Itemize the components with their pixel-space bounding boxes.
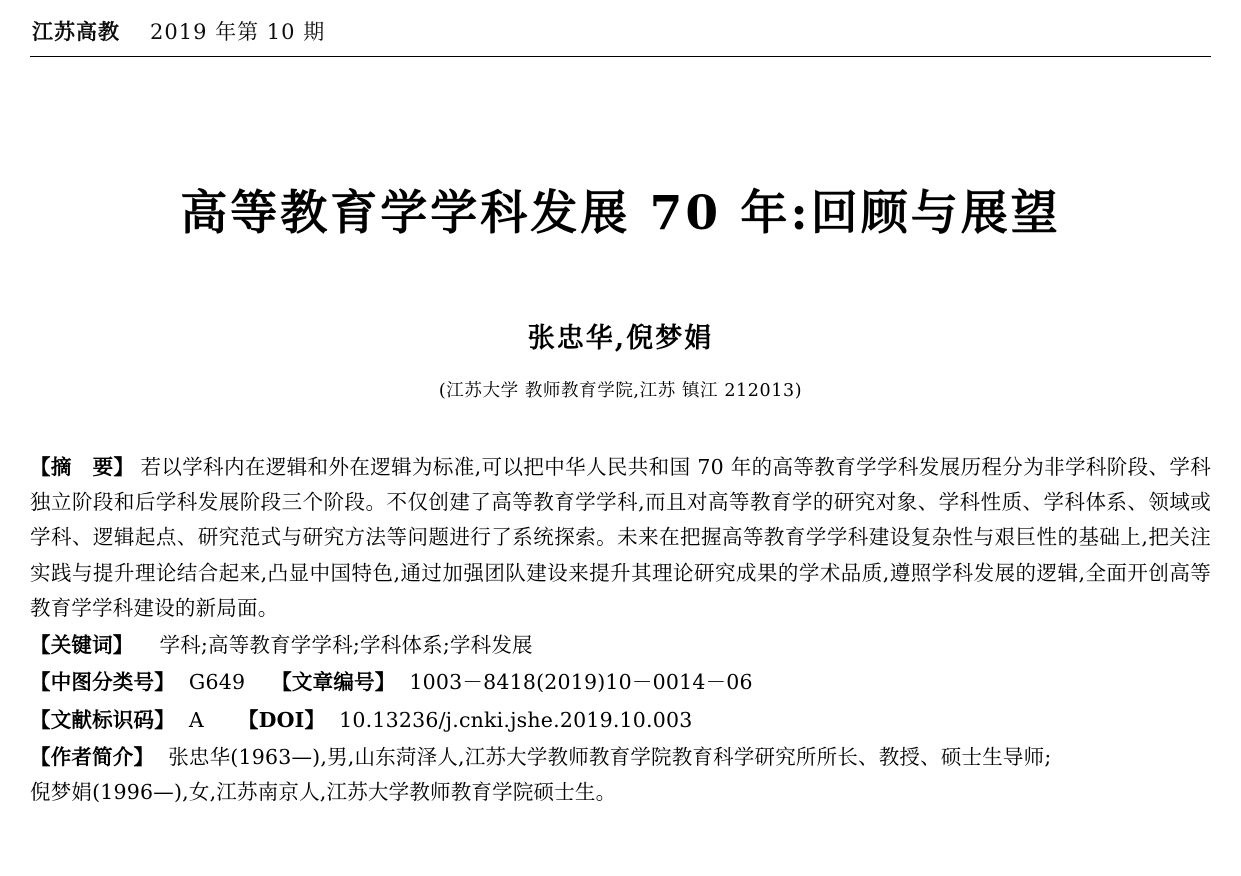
author-bio-line1: 张忠华(1963—),男,山东菏泽人,江苏大学教师教育学院教育科学研究所所长、教授、硕士生导师; xyxy=(168,744,1052,769)
author-list: 张忠华,倪梦娟 xyxy=(527,322,714,354)
article-id-label: 【文章编号】 xyxy=(271,670,396,695)
article-id-value: 1003－8418(2019)10－0014－06 xyxy=(409,670,753,695)
author-bio-row xyxy=(30,740,1211,811)
journal-name: 江苏高教 xyxy=(32,19,120,44)
author-bio-line2: 倪梦娟(1996—),女,江苏南京人,江苏大学教师教育学院硕士生。 xyxy=(30,780,617,804)
doi-value: 10.13236/j.cnki.jshe.2019.10.003 xyxy=(339,707,693,732)
keywords-text: 学科;高等教育学学科;学科体系;学科发展 xyxy=(159,633,533,657)
clc-value: G649 xyxy=(188,670,246,695)
issue-label: 2019 年第 10 期 xyxy=(150,20,326,44)
header-divider xyxy=(30,56,1211,57)
doc-code-label: 【文献标识码】 xyxy=(30,707,175,732)
doi-label: 【DOI】 xyxy=(237,707,326,732)
keywords-row xyxy=(30,628,1211,663)
affiliation: (江苏大学 教师教育学院,江苏 镇江 212013) xyxy=(438,380,803,401)
article-metadata xyxy=(30,450,1211,811)
author-bio-label: 【作者简介】 xyxy=(30,744,155,769)
doc-code-row xyxy=(30,703,1211,738)
page-title: 高等教育学学科发展 70 年:回顾与展望 xyxy=(180,186,1061,241)
running-head xyxy=(30,0,1211,46)
doc-code-value: A xyxy=(188,707,204,732)
abstract-label: 【摘 要】 xyxy=(30,454,135,479)
abstract-row xyxy=(30,450,1211,626)
keywords-label: 【关键词】 xyxy=(30,633,134,657)
clc-label: 【中图分类号】 xyxy=(30,670,175,695)
classification-row xyxy=(30,665,1211,700)
abstract-text: 若以学科内在逻辑和外在逻辑为标准,可以把中华人民共和国 70 年的高等教育学学科发展历程分为非学科阶段、学科独立阶段和后学科发展阶段三个阶段。不仅创建了高等教育学学科,而且对高等教育学的研究对象、学科性质、学科体系、领域或学科、逻辑起点、研究范式与研究方法等问题进行了系统探索。未来在把握高等教育学学科建设复杂性与艰巨性的基础上,把关注实践与提升理论结合起来,凸显中国特色,通过加强团队建设来提升其理论研究成果的学术品质,遵照学科发展的逻辑,全面开创高等教育学学科建设的新局面。 xyxy=(30,454,1212,620)
